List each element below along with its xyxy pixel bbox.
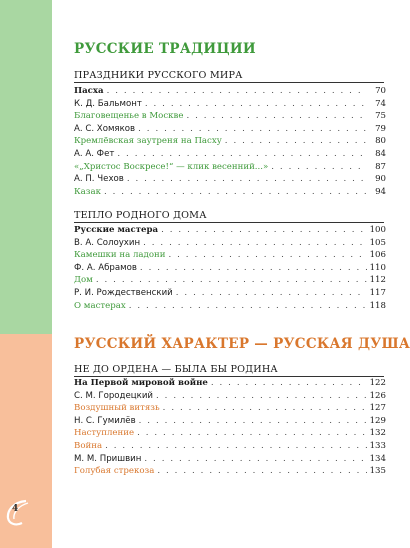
- toc-entry-title: «„Христос Воскресе!“ — клик весенний...»: [74, 161, 269, 172]
- toc-page-number: 129: [369, 415, 386, 426]
- toc-entry-title: Благовещенье в Москве: [74, 111, 184, 122]
- toc-page-number: 133: [369, 440, 386, 451]
- toc-page-number: 80: [375, 136, 386, 147]
- toc-page-number: 75: [375, 111, 386, 122]
- toc-leader-dots: [139, 415, 367, 428]
- toc-entry-title: Кремлёвская заутреня на Пасху: [74, 136, 222, 147]
- toc-leader-dots: [225, 135, 367, 148]
- toc-leader-dots: [211, 377, 367, 390]
- toc-page-number: 118: [369, 300, 386, 311]
- toc-entry-title: А. С. Хомяков: [74, 123, 136, 134]
- toc-page-number: 135: [369, 466, 386, 477]
- toc-entry-title: На Первой мировой войне: [74, 378, 208, 388]
- toc-row[interactable]: [74, 390, 386, 403]
- toc-leader-dots: [168, 249, 366, 262]
- toc-page-number: 106: [369, 250, 386, 261]
- toc-row[interactable]: [74, 300, 386, 313]
- toc-row[interactable]: [74, 249, 386, 262]
- toc-entry-title: Голубая стрекоза: [74, 466, 155, 477]
- toc-leader-dots: [271, 161, 367, 174]
- toc-page-number: 100: [369, 225, 386, 235]
- toc-page-number: 117: [369, 287, 386, 298]
- toc-row[interactable]: [74, 123, 386, 136]
- group-title-motherland: НЕ ДО ОРДЕНА — БЫЛА БЫ РОДИНА: [74, 364, 278, 375]
- toc-entry-title: В. А. Солоухин: [74, 237, 141, 248]
- toc-page-number: 87: [375, 161, 386, 172]
- toc-page-number: 134: [369, 453, 386, 464]
- toc-row[interactable]: [74, 85, 386, 98]
- toc-row[interactable]: [74, 377, 386, 390]
- toc-page-number: 105: [369, 237, 386, 248]
- toc-leader-dots: [107, 85, 367, 98]
- toc-entry-title: М. М. Пришвин: [74, 453, 142, 464]
- toc-leader-dots: [143, 237, 367, 250]
- toc-row[interactable]: [74, 148, 386, 161]
- group-title-home-warmth: ТЕПЛО РОДНОГО ДОМА: [74, 210, 207, 221]
- toc-row[interactable]: [74, 415, 386, 428]
- toc-page-number: 79: [375, 123, 386, 134]
- page-number: 4: [12, 504, 19, 514]
- toc-row[interactable]: [74, 465, 386, 478]
- toc-row[interactable]: [74, 173, 386, 186]
- toc-leader-dots: [138, 123, 367, 136]
- toc-entry-title: Война: [74, 440, 103, 451]
- toc-entry-title: А. П. Чехов: [74, 174, 124, 185]
- toc-row[interactable]: [74, 110, 386, 123]
- toc-row[interactable]: [74, 186, 386, 199]
- toc-row[interactable]: [74, 402, 386, 415]
- toc-entry-title: Казак: [74, 186, 101, 197]
- toc-page-number: 84: [375, 148, 386, 159]
- toc-list-home-warmth: [74, 224, 386, 312]
- toc-page-number: 126: [369, 390, 386, 401]
- toc-row[interactable]: [74, 427, 386, 440]
- toc-entry-title: Наступление: [74, 428, 135, 439]
- page-ornament-icon: [4, 498, 34, 528]
- toc-leader-dots: [163, 402, 367, 415]
- toc-entry-title: Дом: [74, 275, 93, 286]
- toc-row[interactable]: [74, 287, 386, 300]
- group-title-holidays: ПРАЗДНИКИ РУССКОГО МИРА: [74, 70, 243, 81]
- toc-page-number: 132: [369, 428, 386, 439]
- toc-leader-dots: [127, 173, 367, 186]
- group-divider: [74, 82, 384, 83]
- section-title-russian-character: РУССКИЙ ХАРАКТЕР — РУССКАЯ ДУША: [74, 336, 410, 352]
- toc-entry-title: Воздушный витязь: [74, 403, 160, 414]
- toc-row[interactable]: [74, 440, 386, 453]
- toc-leader-dots: [104, 186, 367, 199]
- toc-leader-dots: [117, 148, 367, 161]
- toc-row[interactable]: [74, 274, 386, 287]
- toc-leader-dots: [129, 300, 367, 313]
- toc-row[interactable]: [74, 135, 386, 148]
- toc-row[interactable]: [74, 453, 386, 466]
- toc-list-motherland: [74, 377, 386, 478]
- toc-entry-title: О мастерах: [74, 300, 126, 311]
- toc-leader-dots: [176, 287, 367, 300]
- toc-entry-title: Ф. А. Абрамов: [74, 262, 137, 273]
- toc-page-number: 94: [375, 186, 386, 197]
- toc-leader-dots: [161, 224, 366, 237]
- toc-row[interactable]: [74, 224, 386, 237]
- toc-leader-dots: [156, 390, 367, 403]
- toc-entry-title: Камешки на ладони: [74, 250, 166, 261]
- toc-row[interactable]: [74, 161, 386, 174]
- toc-entry-title: Русские мастера: [74, 225, 159, 235]
- toc-page-number: 70: [375, 86, 386, 96]
- toc-entry-title: К. Д. Бальмонт: [74, 98, 142, 109]
- toc-leader-dots: [186, 110, 367, 123]
- toc-row[interactable]: [74, 98, 386, 111]
- toc-page-number: 127: [369, 403, 386, 414]
- toc-entry-title: А. А. Фет: [74, 148, 115, 159]
- section-title-russian-traditions: РУССКИЕ ТРАДИЦИИ: [74, 41, 256, 57]
- toc-page-number: 110: [369, 262, 386, 273]
- toc-leader-dots: [137, 427, 367, 440]
- toc-entry-title: Р. И. Рождественский: [74, 287, 173, 298]
- toc-page-number: 90: [375, 174, 386, 185]
- toc-entry-title: Н. С. Гумилёв: [74, 415, 136, 426]
- green-margin-band: [0, 0, 52, 334]
- toc-leader-dots: [145, 98, 367, 111]
- toc-row[interactable]: [74, 237, 386, 250]
- toc-row[interactable]: [74, 262, 386, 275]
- toc-leader-dots: [96, 274, 367, 287]
- page-number-badge: [4, 498, 34, 528]
- group-divider: [74, 222, 384, 223]
- toc-leader-dots: [140, 262, 367, 275]
- toc-list-holidays: [74, 85, 386, 198]
- toc-leader-dots: [157, 465, 366, 478]
- toc-page-number: 74: [375, 98, 386, 109]
- toc-page-number: 112: [369, 275, 386, 286]
- toc-page-number: 122: [369, 378, 386, 388]
- toc-entry-title: С. М. Городецкий: [74, 390, 153, 401]
- toc-entry-title: Пасха: [74, 86, 104, 96]
- toc-leader-dots: [144, 453, 366, 466]
- toc-leader-dots: [105, 440, 367, 453]
